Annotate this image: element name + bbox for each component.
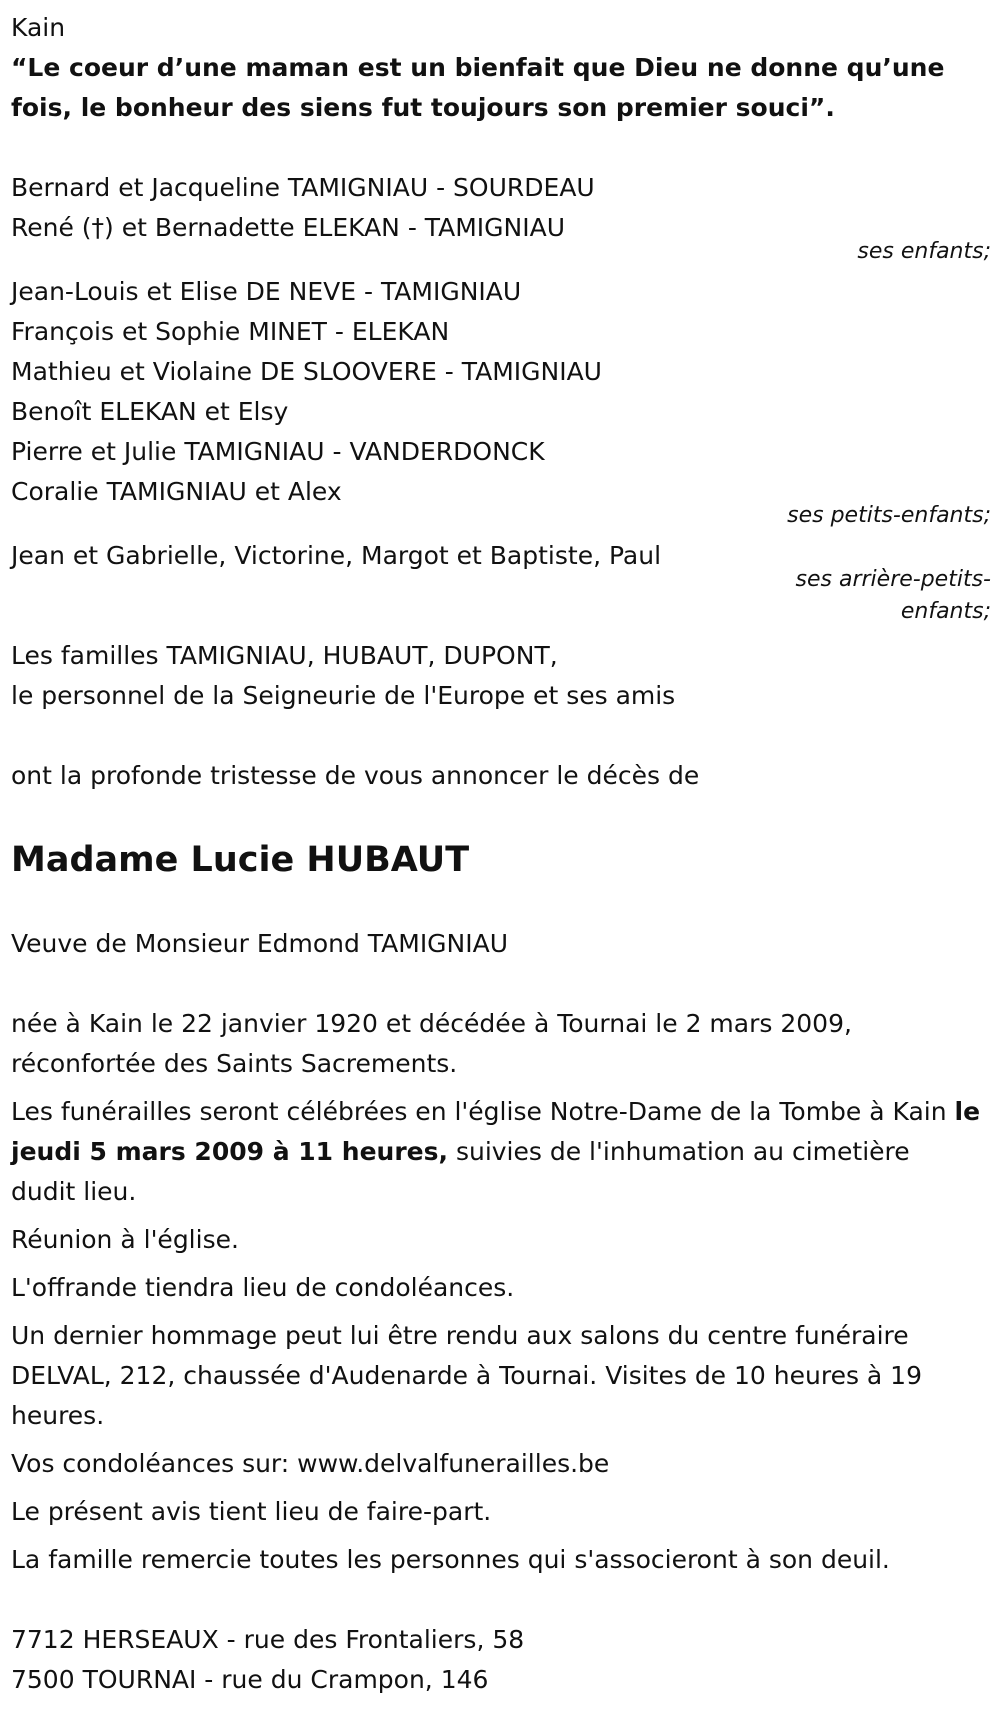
families-section (11, 636, 971, 716)
grandchild-line: Jean-Louis et Elise DE NEVE - TAMIGNIAU (11, 277, 522, 306)
great-grandchildren-label: ses arrière-petits-enfants; (795, 567, 991, 624)
grandchild-line: Coralie TAMIGNIAU et Alex (11, 477, 342, 506)
grandchild-line: Pierre et Julie TAMIGNIAU - VANDERDONCK (11, 437, 545, 466)
widow-of: Veuve de Monsieur Edmond TAMIGNIAU (11, 929, 509, 958)
funeral-text-after: suivies de l'inhumation au cimetière dudit lieu. (11, 1137, 910, 1206)
children-section (11, 168, 991, 268)
thanks-info: La famille remercie toutes les personnes qui s'associeront à son deuil. (11, 1545, 890, 1574)
visitation-info: Un dernier hommage peut lui être rendu aux salons du centre funéraire DELVAL, 212, chaussée d'Audenarde à Tournai. Visites de 10 heures à 19 heures. (11, 1321, 922, 1430)
family-line: le personnel de la Seigneurie de l'Europe et ses amis (11, 681, 676, 710)
family-line: Les familles TAMIGNIAU, HUBAUT, DUPONT, (11, 641, 558, 670)
funeral-text-before: Les funérailles seront célébrées en l'église Notre-Dame de la Tombe à Kain (11, 1097, 955, 1126)
great-grandchildren-section (11, 536, 991, 628)
child-line: René (†) et Bernadette ELEKAN - TAMIGNIAU (11, 213, 566, 242)
announcement: ont la profonde tristesse de vous annoncer le décès de (11, 761, 700, 790)
children-label: ses enfants; (857, 239, 991, 264)
grandchild-line: Benoît ELEKAN et Elsy (11, 397, 289, 426)
funeral-details (11, 1092, 981, 1212)
location: Kain (11, 13, 66, 42)
birth-death: née à Kain le 22 janvier 1920 et décédée à Tournai le 2 mars 2009, réconfortée des Saints Sacrements. (11, 1009, 852, 1078)
offering-info: L'offrande tiendra lieu de condoléances. (11, 1273, 515, 1302)
child-line: Bernard et Jacqueline TAMIGNIAU - SOURDEAU (11, 173, 595, 202)
deceased-name: Madame Lucie HUBAUT (11, 840, 470, 880)
condolences-website: Vos condoléances sur: www.delvalfunerailles.be (11, 1449, 610, 1478)
funeral-date: le jeudi 5 mars 2009 à 11 heures, (11, 1097, 981, 1166)
address-line: 7712 HERSEAUX - rue des Frontaliers, 58 (11, 1625, 525, 1654)
grandchildren-label: ses petits-enfants; (787, 503, 991, 528)
great-grandchild-line: Jean et Gabrielle, Victorine, Margot et Baptiste, Paul (11, 541, 662, 570)
grandchildren-section (11, 272, 991, 532)
memorial-quote: “Le coeur d’une maman est un bienfait que Dieu ne donne qu’une fois, le bonheur des siens fut toujours son premier souci”. (11, 53, 945, 122)
notice-info: Le présent avis tient lieu de faire-part. (11, 1497, 492, 1526)
grandchild-line: François et Sophie MINET - ELEKAN (11, 317, 450, 346)
grandchild-line: Mathieu et Violaine DE SLOOVERE - TAMIGNIAU (11, 357, 602, 386)
address-line: 7500 TOURNAI - rue du Crampon, 146 (11, 1665, 489, 1694)
gathering-info: Réunion à l'église. (11, 1225, 239, 1254)
